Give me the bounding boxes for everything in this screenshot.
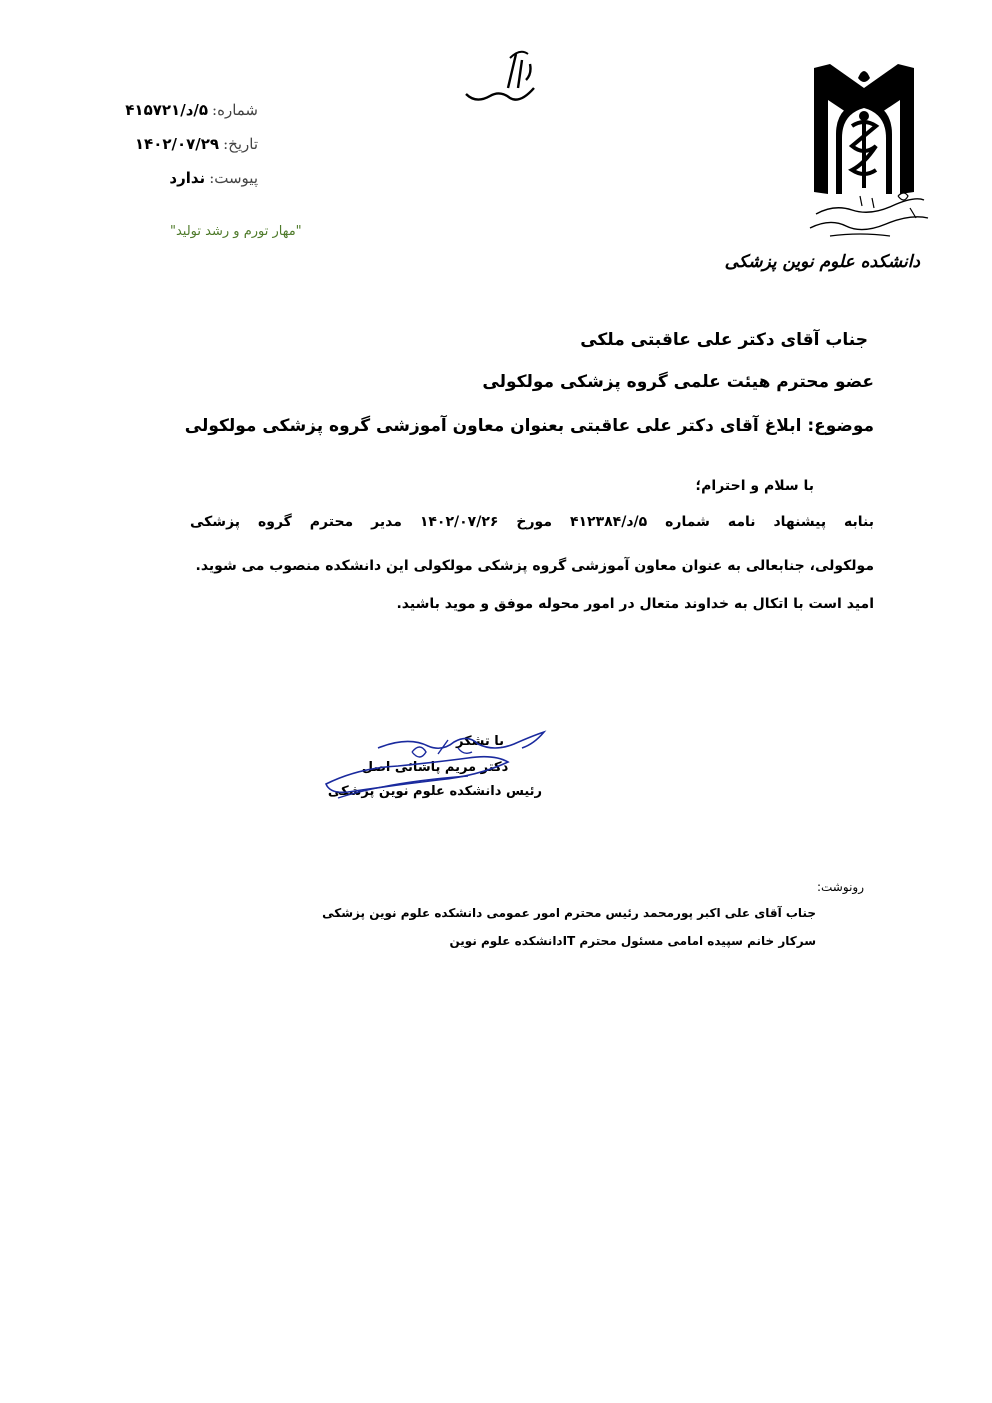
- signature-thanks: با تشکر: [455, 734, 505, 749]
- body-line-1: بنابه پیشنهاد نامه شماره ۵/د/۴۱۲۳۸۴ مورخ ۱۴۰۲/۰۷/۲۶ مدیر محترم گروه پزشکی: [190, 514, 875, 530]
- letter-date-label: تاریخ:: [223, 135, 258, 153]
- greeting: با سلام و احترام؛: [695, 478, 814, 494]
- cc-item: سرکار خانم سپیده امامی مسئول محترم ITدانشکده علوم نوین: [449, 934, 816, 948]
- letter-date-value: ۱۴۰۲/۰۷/۲۹: [134, 135, 220, 153]
- signer-title: رئیس دانشکده علوم نوین پزشکی: [327, 784, 542, 799]
- letter-date-row: [110, 130, 258, 158]
- letter-number-label: شماره:: [212, 101, 258, 119]
- bismillah-handwriting: [460, 44, 538, 110]
- logo-calligraphy: [800, 188, 940, 248]
- letter-number-value: ۵/د/۴۱۵۷۲۱: [125, 101, 209, 119]
- signer-name: دکتر مریم پاشائی اصل: [361, 760, 509, 775]
- university-logo-emblem: [808, 60, 920, 200]
- cc-title: رونوشت:: [816, 880, 864, 894]
- faculty-name-caption: دانشکده علوم نوین پزشکی: [724, 252, 920, 272]
- letter-number-row: [110, 96, 258, 124]
- addressee-name: جناب آقای دکتر علی عاقبتی ملکی: [580, 330, 868, 350]
- year-slogan: "مهار تورم و رشد تولید": [170, 224, 302, 239]
- addressee-position: عضو محترم هیئت علمی گروه پزشکی مولکولی: [482, 372, 874, 392]
- letter-attachment-label: پیوست:: [209, 169, 258, 187]
- cc-item: جناب آقای علی اکبر پورمحمد رئیس محترم امور عمومی دانشکده علوم نوین پزشکی: [322, 906, 816, 920]
- body-line-3: امید است با اتکال به خداوند متعال در امور محوله موفق و موید باشید.: [396, 596, 874, 612]
- letter-attachment-value: ندارد: [169, 169, 206, 187]
- handwritten-signature: [318, 722, 550, 812]
- body-line-2: مولکولی، جنابعالی به عنوان معاون آموزشی گروه پزشکی مولکولی این دانشکده منصوب می شوید.: [195, 558, 874, 574]
- letter-subject: موضوع: ابلاغ آقای دکتر علی عاقبتی بعنوان معاون آموزشی گروه پزشکی مولکولی: [184, 416, 874, 436]
- letter-attachment-row: [110, 164, 258, 192]
